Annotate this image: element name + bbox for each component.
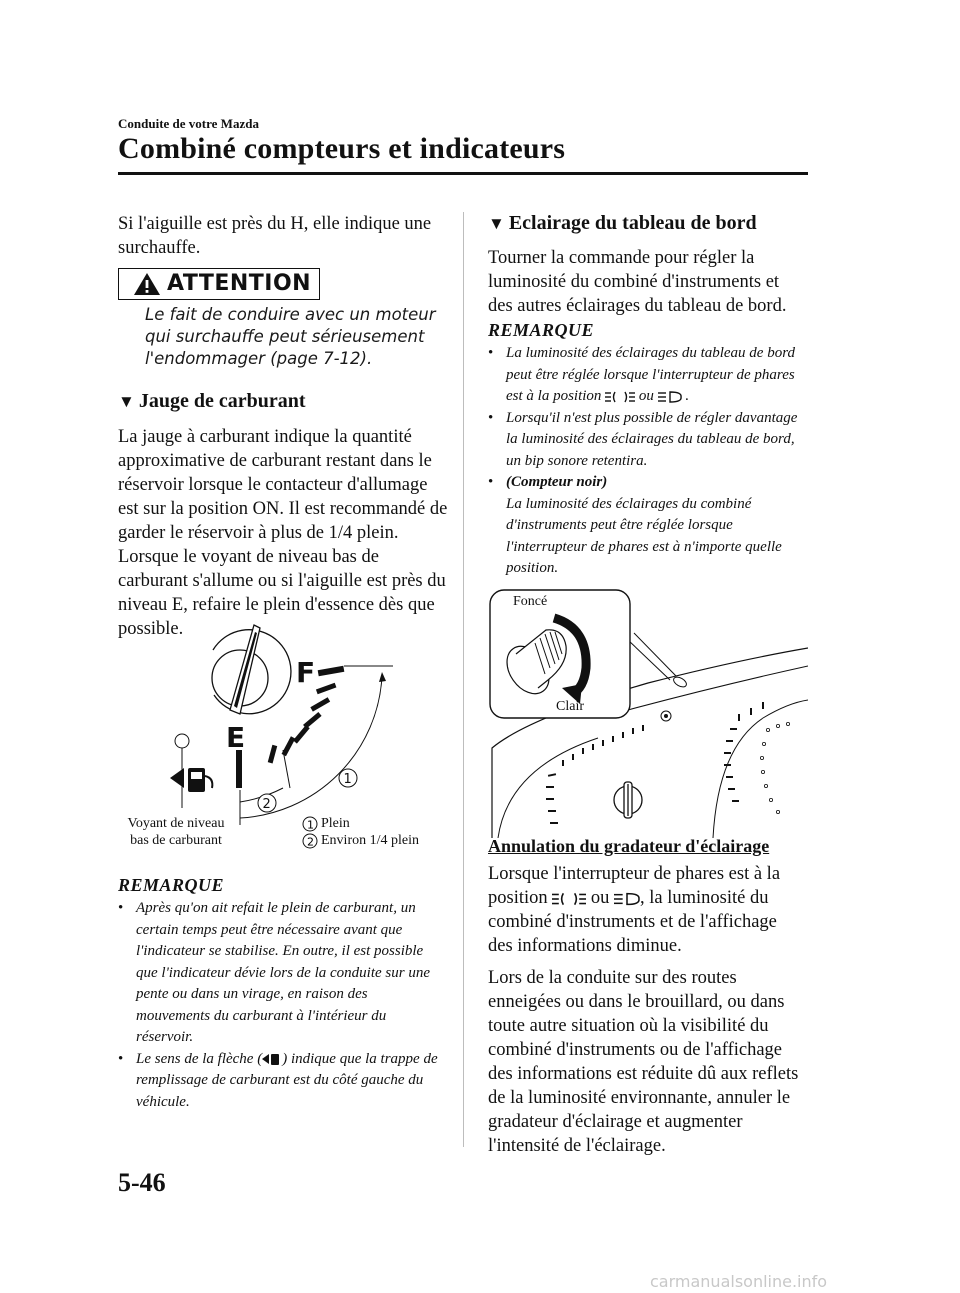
watermark: carmanualsonline.info [650,1272,828,1291]
notes-left [118,898,443,1113]
callout-2-icon [302,833,318,849]
parking-light-icon [552,891,586,907]
p1-text-a: Lorsque l'interrupteur de phares est à la position [488,864,781,908]
fuel-gauge-heading-text: Jauge de carburant [138,390,306,412]
notes-right [488,343,806,580]
attention-label: ATTENTION [167,271,312,296]
parking-light-icon [605,390,635,404]
fuel-gauge-paragraph: La jauge à carburant indique la quantité approximative de carburant restant dans le réservoir lorsque le contacteur d'allumage est sur la position ON. Il est recommandé de garder le réservoir à plus de 1/4 plein. Lorsque le voyant de niveau bas de carburant s'allume ou si l'aiguille est près du niveau E, refaire le plein d'essence dès que possible. [118,427,448,639]
dimmer-illustration [488,588,808,838]
dashboard-lighting-heading [488,212,757,235]
gauge-f-mark: F [296,656,316,689]
triangle-bullet-icon: ▼ [488,214,505,233]
page-title: Combiné compteurs et indicateurs [118,132,566,165]
page-number: 5-46 [118,1168,166,1197]
dashboard-lighting-heading-text: Eclairage du tableau de bord [508,212,757,234]
fuel-gauge-heading [118,390,306,413]
light-label: Clair [556,699,584,714]
note-heading-left: REMARQUE [118,875,225,895]
callout-2: 2 [262,797,271,812]
note-arrow-part2: ) indique que la trappe de remplissage de carburant est du côté gauche du véhicule. [136,1050,438,1110]
svg-text:2: 2 [307,835,314,848]
legend-label-full: Plein [321,816,350,831]
note-headlight-position [488,343,806,408]
legend-item-full [302,815,419,832]
fuel-pump-icon [188,768,205,792]
section-label: Conduite de votre Mazda [118,116,259,131]
column-divider [463,212,464,1147]
p1-text-b: , la luminosité du combiné d'instruments et de l'affichage des informations diminue. [488,888,777,956]
note-heading-right: REMARQUE [488,320,595,340]
note1-end: . [685,388,690,404]
p1-ou: ou [590,888,610,908]
note-arrow [118,1049,443,1114]
dimmer-cancel-paragraph-2: Lors de la conduite sur des routes enneigées ou dans le brouillard, ou dans toute autre situation où la visibilité du combiné d'instruments ou de l'affichage des informations est réduite dû aux reflets de la luminosité environnante, annuler le gradateur d'éclairage et augmenter l'intensité de l'éclairage. [488,968,799,1156]
note1-text: La luminosité des éclairages du tableau de bord peut être réglée lorsque l'interrupteur de phares est à la position [506,345,795,404]
triangle-bullet-icon: ▼ [118,392,135,411]
note1-ou: ou [638,388,654,404]
callout-1-icon [302,816,318,832]
dimmer-cancel-heading: Annulation du gradateur d'éclairage [488,836,770,856]
dimmer-cancel-paragraph-1 [488,862,806,958]
headlight-icon [614,891,640,907]
low-fuel-label-line1: Voyant de niveau [127,816,225,831]
legend-label-quarter: Environ 1/4 plein [321,833,419,848]
svg-text:1: 1 [307,818,314,831]
dark-label: Foncé [513,594,548,609]
note3-title: (Compteur noir) [506,474,608,490]
dashboard-lighting-paragraph: Tourner la commande pour régler la luminosité du combiné d'instruments et des autres éclairages du tableau de bord. [488,248,787,316]
gauge-legend [302,815,419,849]
note-refuel: • Après qu'on ait refait le plein de carburant, un certain temps peut être nécessaire avant que l'indicateur se stabilise. En outre, il est possible que l'indicateur dévie lors de la conduite sur une pente ou dans un virage, en raison des mouvements du carburant à l'intérieur du réservoir. [118,898,443,1049]
overheat-paragraph: Si l'aiguille est près du H, elle indique une surchauffe. [118,214,432,258]
fuel-door-arrow-icon-inline [262,1052,282,1066]
title-rule [118,172,808,175]
note-beep: • Lorsqu'il n'est plus possible de régler davantage la luminosité des éclairages du tableau de bord, un bip sonore retentira. [488,408,806,473]
note-black-meter [488,472,806,580]
note3-text: La luminosité des éclairages du combiné d'instruments peut être réglée lorsque l'interrupteur de phares est à n'importe quelle position. [506,495,782,576]
callout-1: 1 [343,772,352,787]
attention-text: Le fait de conduire avec un moteur qui surchauffe peut sérieusement l'endommager (page 7-12). [145,305,436,368]
legend-item-quarter [302,832,419,849]
low-fuel-label-line2: bas de carburant [130,833,222,848]
warning-icon [133,272,161,296]
attention-box [118,268,320,300]
note-arrow-part1: Le sens de la flèche ( [136,1050,263,1067]
headlight-icon [658,390,682,404]
gauge-e-mark: E [226,721,246,754]
low-fuel-light-label [120,815,232,849]
